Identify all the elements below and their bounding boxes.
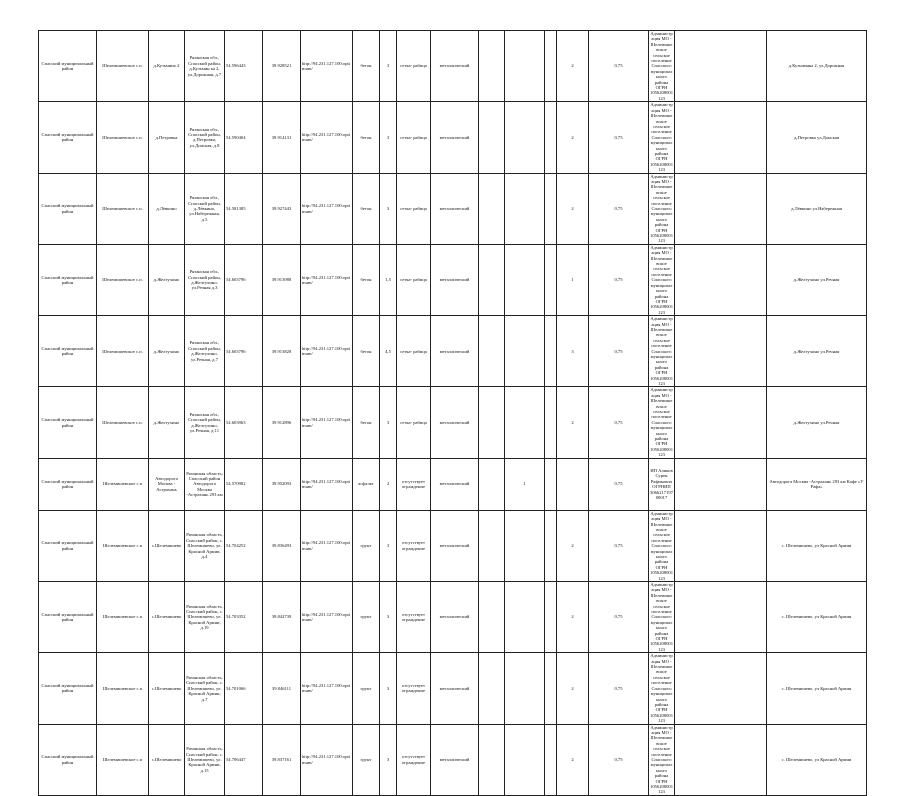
area-cell: 3 [380, 581, 397, 652]
surface-cell: бетон [353, 316, 380, 387]
locality-cell: с.Шелемишево [149, 724, 185, 795]
area-cell: 3 [380, 102, 397, 173]
area-cell: 4,5 [380, 316, 397, 387]
settlement-cell: Шелемишевское с.п. [97, 387, 149, 458]
served-objects-cell: с. Шелемишево, ул Красной Армии [767, 724, 867, 795]
longitude-cell: 39.928521 [263, 31, 301, 102]
settlement-cell: Шелемишевское с.п [97, 724, 149, 795]
container-type-cell: металлический [431, 653, 479, 724]
empty-cell [675, 316, 767, 387]
volume-cell: 0,75 [589, 387, 649, 458]
owner-cell: Администрация МО - Шелемишевское сельское поселение Спасского муниципального района ОГРН 1056208001123 [650, 387, 673, 458]
volume-cell: 0,75 [589, 173, 649, 244]
empty-cell [479, 173, 505, 244]
latitude-cell: 54.603796 [225, 316, 263, 387]
volume-cell: 0,75 [589, 244, 649, 315]
empty-cell [675, 581, 767, 652]
area-cell: 3 [380, 387, 397, 458]
container-type-cell: металлический [431, 724, 479, 795]
planned-count-cell [505, 316, 545, 387]
fence-cell: отсутствует ограждение [397, 724, 431, 795]
link-cell: http://94.231.127.100:optimum/ [301, 653, 353, 724]
planned-count-cell [505, 510, 545, 581]
settlement-cell: Шелемишевское с.п. [97, 173, 149, 244]
district-cell: Спасский муниципальный район [39, 102, 97, 173]
owner-cell: ИП Аликов Сурен Рафикович ОГРНИП 306621719700017 [649, 458, 675, 510]
owner-cell: Администрация МО - Шелемишевское сельское поселение Спасского муниципального района ОГРН 1056208001123 [650, 173, 673, 244]
area-cell: 3 [380, 510, 397, 581]
longitude-cell: 39.927443 [263, 173, 301, 244]
longitude-cell: 39.913988 [263, 244, 301, 315]
empty-cell [675, 458, 767, 510]
surface-cell: бетон [353, 244, 380, 315]
latitude-cell: 54.590404 [225, 102, 263, 173]
served-objects-cell: д.Петровка ул.Донская [767, 102, 867, 173]
container-count-cell: 2 [557, 510, 589, 581]
district-cell: Спасский муниципальный район [39, 510, 97, 581]
planned-count-cell [505, 581, 545, 652]
owner-cell: Администрация МО - Шелемишевское сельское поселение Спасского муниципального района ОГРН 1056208001123 [650, 510, 673, 581]
container-count-cell: 1 [557, 244, 589, 315]
planned-count-cell [505, 724, 545, 795]
empty-cell [675, 244, 767, 315]
longitude-cell: 39.952093 [263, 458, 301, 510]
owner-cell: Администрация МО - Шелемишевское сельское поселение Спасского муниципального района ОГРН 1056208001123 [650, 581, 673, 652]
latitude-cell: 54.581385 [225, 173, 263, 244]
locality-cell: Автодорога Москва - Астрахань [149, 458, 185, 510]
surface-cell: грунт [353, 724, 380, 795]
settlement-cell: Шелемишевское с.п [97, 581, 149, 652]
owner-cell: Администрация МО - Шелемишевское сельское поселение Спасского муниципального района ОГРН 1056208001123 [650, 102, 673, 173]
owner-cell: Администрация МО - Шелемишевское сельское поселение Спасского муниципального района ОГРН 1056208001123 [650, 653, 673, 724]
container-count-cell: 2 [557, 102, 589, 173]
empty-cell [545, 724, 557, 795]
volume-cell: 0,75 [589, 31, 649, 102]
locality-cell: с.Шелемишево [149, 581, 185, 652]
longitude-cell: 39.837161 [263, 724, 301, 795]
fence-cell: сетка- рабица [397, 173, 431, 244]
volume-cell: 0,75 [589, 458, 649, 510]
area-cell: 3 [380, 173, 397, 244]
fence-cell: отсутствует ограждение [397, 581, 431, 652]
address-cell: Рязанская обл., Спасский район, д.Желтухино, ул.Речная, д.7 [185, 316, 225, 387]
latitude-cell: 54.603963 [225, 387, 263, 458]
container-type-cell: металлический [431, 581, 479, 652]
area-cell: 3 [380, 31, 397, 102]
empty-cell [675, 510, 767, 581]
document-sheet [38, 30, 866, 796]
served-objects-cell: д.Желтухино ул.Речная [767, 316, 867, 387]
container-count-cell: 2 [557, 724, 589, 795]
served-objects-cell: д.Лёвкино ул.Набережная [767, 173, 867, 244]
longitude-cell: 39.846111 [263, 653, 301, 724]
link-cell: http://94.231.127.100:optimum/ [301, 173, 353, 244]
container-count-cell: 2 [557, 387, 589, 458]
surface-cell: грунт [353, 510, 380, 581]
empty-cell [545, 173, 557, 244]
link-cell: http://94.231.127.100:optimum/ [301, 387, 353, 458]
link-cell: http://94.231.127.100:optimum/ [301, 102, 353, 173]
container-count-cell: 2 [557, 173, 589, 244]
empty-cell [479, 510, 505, 581]
container-type-cell: металлический [431, 173, 479, 244]
link-cell: http://94.231.127.100:optimum/ [301, 316, 353, 387]
latitude-cell: 54.701066 [225, 653, 263, 724]
surface-cell: бетон [353, 173, 380, 244]
container-type-cell: металлический [431, 387, 479, 458]
address-cell: Рязанская обл., Спасский район, д.Кузьмин ка 2, ул.Дорожная, д.7 [185, 31, 225, 102]
planned-count-cell [505, 653, 545, 724]
address-cell: Рязанская обл., Спасский район, д.Петровка, ул.Донская, д.8 [185, 102, 225, 173]
fence-cell: отсутствует ограждение [397, 653, 431, 724]
address-cell: Рязанская обл., Спасский район, д.Желтухино, ул.Речная д.3 [185, 244, 225, 315]
table-row [39, 244, 867, 315]
table-row [39, 653, 867, 724]
address-cell: Рязанская область, Спасский район, с. Шелемишево, ул. Красной Армии, д.7 [185, 653, 225, 724]
served-objects-cell: Автодорога Москва -Астрахань 293 км Кафе «У Рафа» [767, 458, 867, 510]
empty-cell [545, 316, 557, 387]
surface-cell: грунт [353, 581, 380, 652]
address-cell: Рязанская область, Спасский район, с. Шелемишево, ул. Красной Армии, д.15 [185, 724, 225, 795]
table-row [39, 31, 867, 102]
volume-cell: 0,75 [589, 316, 649, 387]
latitude-cell: 54.706447 [225, 724, 263, 795]
planned-count-cell [505, 387, 545, 458]
locality-cell: д.Желтухино [149, 387, 185, 458]
volume-cell: 0,75 [589, 102, 649, 173]
volume-cell: 0,75 [589, 724, 649, 795]
owner-cell: Администрация МО - Шелемишевское сельское поселение Спасского муниципального района ОГРН 1056208001123 [650, 31, 673, 101]
empty-cell [675, 387, 767, 458]
container-type-cell: металлический [431, 510, 479, 581]
longitude-cell: 39.836493 [263, 510, 301, 581]
address-cell: Рязанская область, Спасский район, с. Шелемишево, ул. Красной Армии, д.19 [185, 581, 225, 652]
container-type-cell: металлический [431, 102, 479, 173]
locality-cell: д.Лёвкино [149, 173, 185, 244]
planned-count-cell [505, 31, 545, 102]
planned-count-cell: 1 [505, 458, 545, 510]
settlement-cell: Шелемишевское с.п. [97, 102, 149, 173]
served-objects-cell: д.Кузьминка 2, ул.Дорожная [767, 31, 867, 102]
table-row [39, 173, 867, 244]
fence-cell: сетка- рабица [397, 316, 431, 387]
district-cell: Спасский муниципальный район [39, 458, 97, 510]
settlement-cell: Шелемишевское с.п. [97, 31, 149, 102]
container-type-cell: металлический [431, 316, 479, 387]
empty-cell [545, 458, 557, 510]
container-type-cell: металлический [431, 31, 479, 102]
district-cell: Спасский муниципальный район [39, 653, 97, 724]
locality-cell: с.Шелемишево [149, 510, 185, 581]
locality-cell: с.Шелемишево [149, 653, 185, 724]
surface-cell: бетон [353, 102, 380, 173]
planned-count-cell [505, 102, 545, 173]
empty-cell [545, 31, 557, 102]
fence-cell: сетка- рабица [397, 31, 431, 102]
link-cell: http://94.231.127.100:optimum/ [301, 244, 353, 315]
link-cell: http://94.231.127.100:optimum/ [301, 31, 353, 102]
district-cell: Спасский муниципальный район [39, 581, 97, 652]
district-cell: Спасский муниципальный район [39, 173, 97, 244]
link-cell: http://94.231.127.100:optimum/ [301, 510, 353, 581]
container-count-cell: 3 [557, 316, 589, 387]
empty-cell [479, 387, 505, 458]
address-cell: Рязанская обл., Спасский район, д.Желтухино, ул.Речная, д.11 [185, 387, 225, 458]
fence-cell: сетка- рабица [397, 244, 431, 315]
waste-sites-table [38, 30, 867, 796]
owner-cell: Администрация МО - Шелемишевское сельское поселение Спасского муниципального района ОГРН 1056208001123 [650, 724, 673, 795]
area-cell: 2 [380, 458, 397, 510]
empty-cell [479, 31, 505, 102]
container-type-cell: металлический [431, 244, 479, 315]
fence-cell: отсутствует ограждение [397, 458, 431, 510]
surface-cell: грунт [353, 653, 380, 724]
empty-cell [675, 653, 767, 724]
empty-cell [675, 724, 767, 795]
latitude-cell: 54.596443 [225, 31, 263, 102]
owner-cell: Администрация МО - Шелемишевское сельское поселение Спасского муниципального района ОГРН 1056208001123 [650, 244, 673, 315]
empty-cell [479, 244, 505, 315]
empty-cell [545, 102, 557, 173]
surface-cell: асфальт [353, 458, 380, 510]
owner-cell: Администрация МО - Шелемишевское сельское поселение Спасского муниципального района ОГРН 1056208001123 [650, 316, 673, 386]
empty-cell [675, 102, 767, 173]
latitude-cell: 54.704252 [225, 510, 263, 581]
area-cell: 1,5 [380, 244, 397, 315]
locality-cell: д.Кузьмино 2 [149, 31, 185, 102]
locality-cell: д.Петровка [149, 102, 185, 173]
surface-cell: бетон [353, 387, 380, 458]
empty-cell [675, 31, 767, 102]
table-body [39, 31, 867, 796]
settlement-cell: Шелемишевское с.п [97, 458, 149, 510]
fence-cell: сетка- рабица [397, 102, 431, 173]
latitude-cell: 54.703352 [225, 581, 263, 652]
table-row [39, 458, 867, 510]
volume-cell: 0,75 [589, 581, 649, 652]
empty-cell [479, 581, 505, 652]
table-row [39, 581, 867, 652]
locality-cell: д.Желтухино [149, 316, 185, 387]
longitude-cell: 39.914131 [263, 102, 301, 173]
locality-cell: д.Желтухино [149, 244, 185, 315]
district-cell: Спасский муниципальный район [39, 316, 97, 387]
longitude-cell: 39.913828 [263, 316, 301, 387]
planned-count-cell [505, 173, 545, 244]
served-objects-cell: д.Желтухино ул.Речная [767, 387, 867, 458]
empty-cell [675, 173, 767, 244]
volume-cell: 0,75 [589, 510, 649, 581]
table-row [39, 724, 867, 795]
address-cell: Рязанская область, Спасский район, с. Шелемишево, ул. Красной Армии, д.4 [185, 510, 225, 581]
served-objects-cell: д.Желтухино ул.Речная [767, 244, 867, 315]
table-row [39, 387, 867, 458]
district-cell: Спасский муниципальный район [39, 244, 97, 315]
link-cell: http://94.231.127.100:optimum/ [301, 724, 353, 795]
area-cell: 3 [380, 653, 397, 724]
empty-cell [545, 244, 557, 315]
empty-cell [545, 510, 557, 581]
settlement-cell: Шелемишевское с.п. [97, 316, 149, 387]
latitude-cell: 54.603796 [225, 244, 263, 315]
empty-cell [479, 458, 505, 510]
district-cell: Спасский муниципальный район [39, 724, 97, 795]
empty-cell [479, 102, 505, 173]
empty-cell [479, 724, 505, 795]
settlement-cell: Шелемишевское с.п [97, 510, 149, 581]
area-cell: 3 [380, 724, 397, 795]
served-objects-cell: с. Шелемишево, ул Красной Армии [767, 510, 867, 581]
served-objects-cell: с. Шелемишево, ул Красной Армии [767, 653, 867, 724]
table-row [39, 510, 867, 581]
table-row [39, 102, 867, 173]
container-count-cell [557, 458, 589, 510]
longitude-cell: 39.912896 [263, 387, 301, 458]
fence-cell: сетка- рабица [397, 387, 431, 458]
link-cell: http://94.231.127.100:optimum/ [301, 581, 353, 652]
table-row [39, 316, 867, 387]
address-cell: Рязанская обл., Спасский район, д.Лёвкино, ул.Набережная, д.5 [185, 173, 225, 244]
container-type-cell: металлический [431, 458, 479, 510]
empty-cell [479, 653, 505, 724]
empty-cell [545, 387, 557, 458]
settlement-cell: Шелемишевское с.п. [97, 244, 149, 315]
container-count-cell: 2 [557, 581, 589, 652]
served-objects-cell: с. Шелемишево, ул Красной Армии [767, 581, 867, 652]
volume-cell: 0,75 [589, 653, 649, 724]
address-cell: Рязанская область, Спасский район Автодорога Москва -Астрахань 293 км [185, 458, 225, 510]
container-count-cell: 2 [557, 653, 589, 724]
district-cell: Спасский муниципальный район [39, 31, 97, 102]
link-cell: http://94.231.127.100:optimum/ [301, 458, 353, 510]
fence-cell: отсутствует ограждение [397, 510, 431, 581]
empty-cell [545, 581, 557, 652]
latitude-cell: 54.570982 [225, 458, 263, 510]
district-cell: Спасский муниципальный район [39, 387, 97, 458]
surface-cell: бетон [353, 31, 380, 102]
longitude-cell: 39.842739 [263, 581, 301, 652]
planned-count-cell [505, 244, 545, 315]
empty-cell [479, 316, 505, 387]
empty-cell [545, 653, 557, 724]
container-count-cell: 2 [557, 31, 589, 102]
settlement-cell: Шелемишевское с.п [97, 653, 149, 724]
